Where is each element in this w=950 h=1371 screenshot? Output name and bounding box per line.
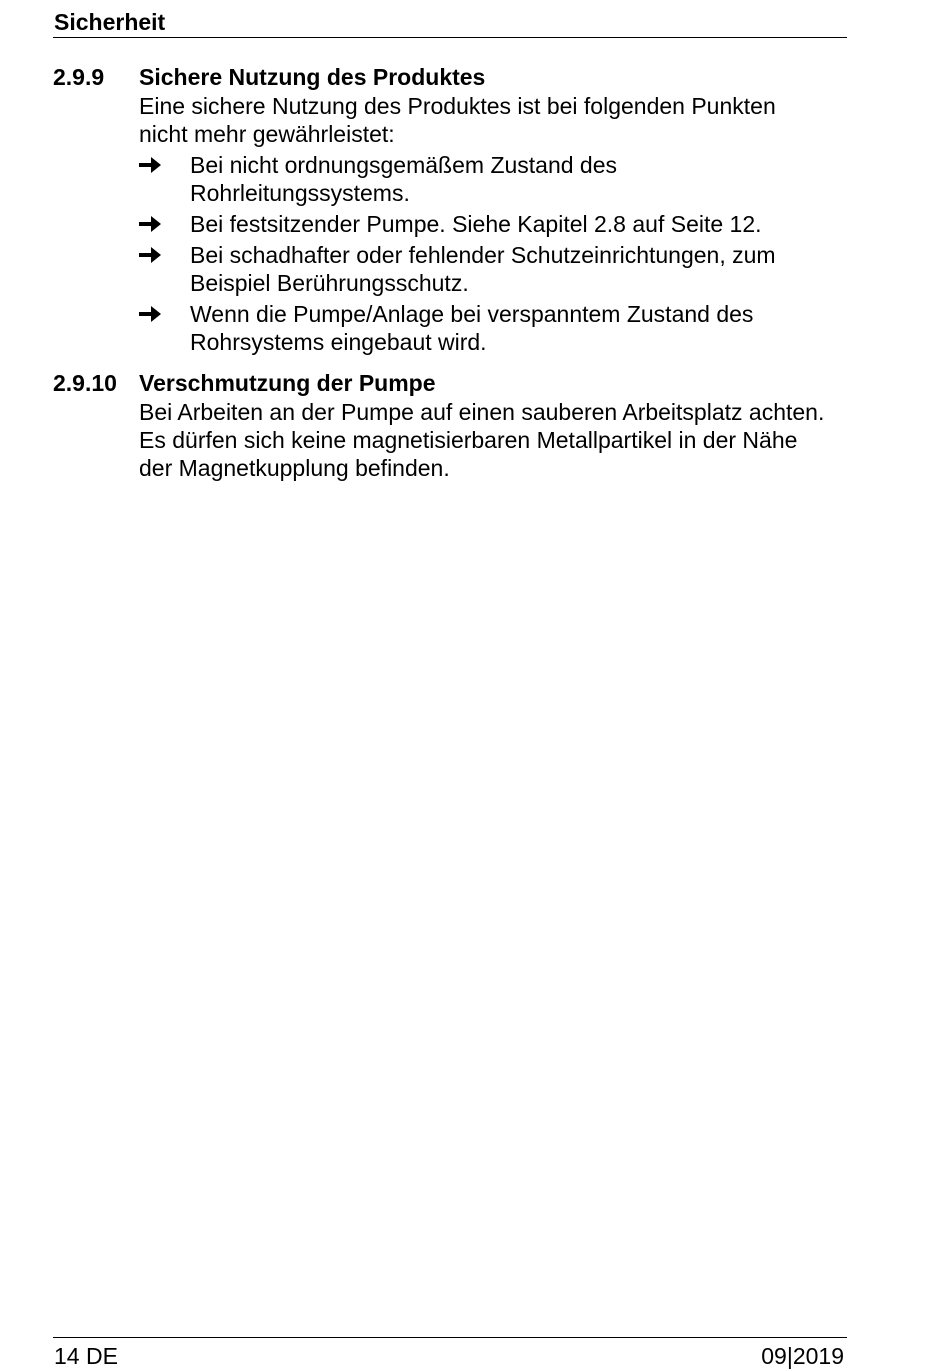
section-heading bbox=[53, 368, 847, 398]
section-number: 2.9.10 bbox=[53, 370, 117, 396]
bullet-item bbox=[139, 151, 829, 207]
section-title: Verschmutzung der Pumpe bbox=[139, 370, 436, 396]
bullet-item bbox=[139, 300, 829, 356]
section-2-9-9 bbox=[53, 62, 847, 359]
bullet-text: Bei schadhafter oder fehlender Schutzeinrichtungen, zum Beispiel Berührungsschutz. bbox=[190, 242, 776, 296]
section-number: 2.9.9 bbox=[53, 64, 105, 90]
section-text: Bei Arbeiten an der Pumpe auf einen sauberen Arbeitsplatz achten. Es dürfen sich keine magnetisierbaren Metallpartikel in der Nähe der Magnetkupplung befinden. bbox=[139, 399, 825, 481]
arrow-right-icon bbox=[139, 157, 161, 173]
section-2-9-10 bbox=[53, 368, 847, 482]
bullet-text: Bei nicht ordnungsgemäßem Zustand des Rohrleitungssystems. bbox=[190, 152, 618, 206]
page-number: 14 DE bbox=[54, 1343, 118, 1369]
bullet-item bbox=[139, 241, 829, 297]
document-date: 09|2019 bbox=[761, 1343, 844, 1369]
section-title: Sichere Nutzung des Produktes bbox=[139, 64, 486, 90]
page-header bbox=[53, 6, 847, 38]
page-footer bbox=[53, 1337, 847, 1371]
arrow-right-icon bbox=[139, 216, 161, 232]
bullet-text: Bei festsitzender Pumpe. Siehe Kapitel 2.8 auf Seite 12. bbox=[190, 211, 762, 237]
section-intro: Eine sichere Nutzung des Produktes ist bei folgenden Punkten nicht mehr gewährleistet: bbox=[139, 93, 776, 147]
section-heading bbox=[53, 62, 847, 92]
arrow-right-icon bbox=[139, 247, 161, 263]
bullet-item bbox=[139, 210, 829, 238]
bullet-text: Wenn die Pumpe/Anlage bei verspanntem Zustand des Rohrsystems eingebaut wird. bbox=[190, 301, 754, 355]
bullet-list bbox=[139, 151, 829, 356]
arrow-right-icon bbox=[139, 306, 161, 322]
page-header-title: Sicherheit bbox=[54, 9, 166, 35]
